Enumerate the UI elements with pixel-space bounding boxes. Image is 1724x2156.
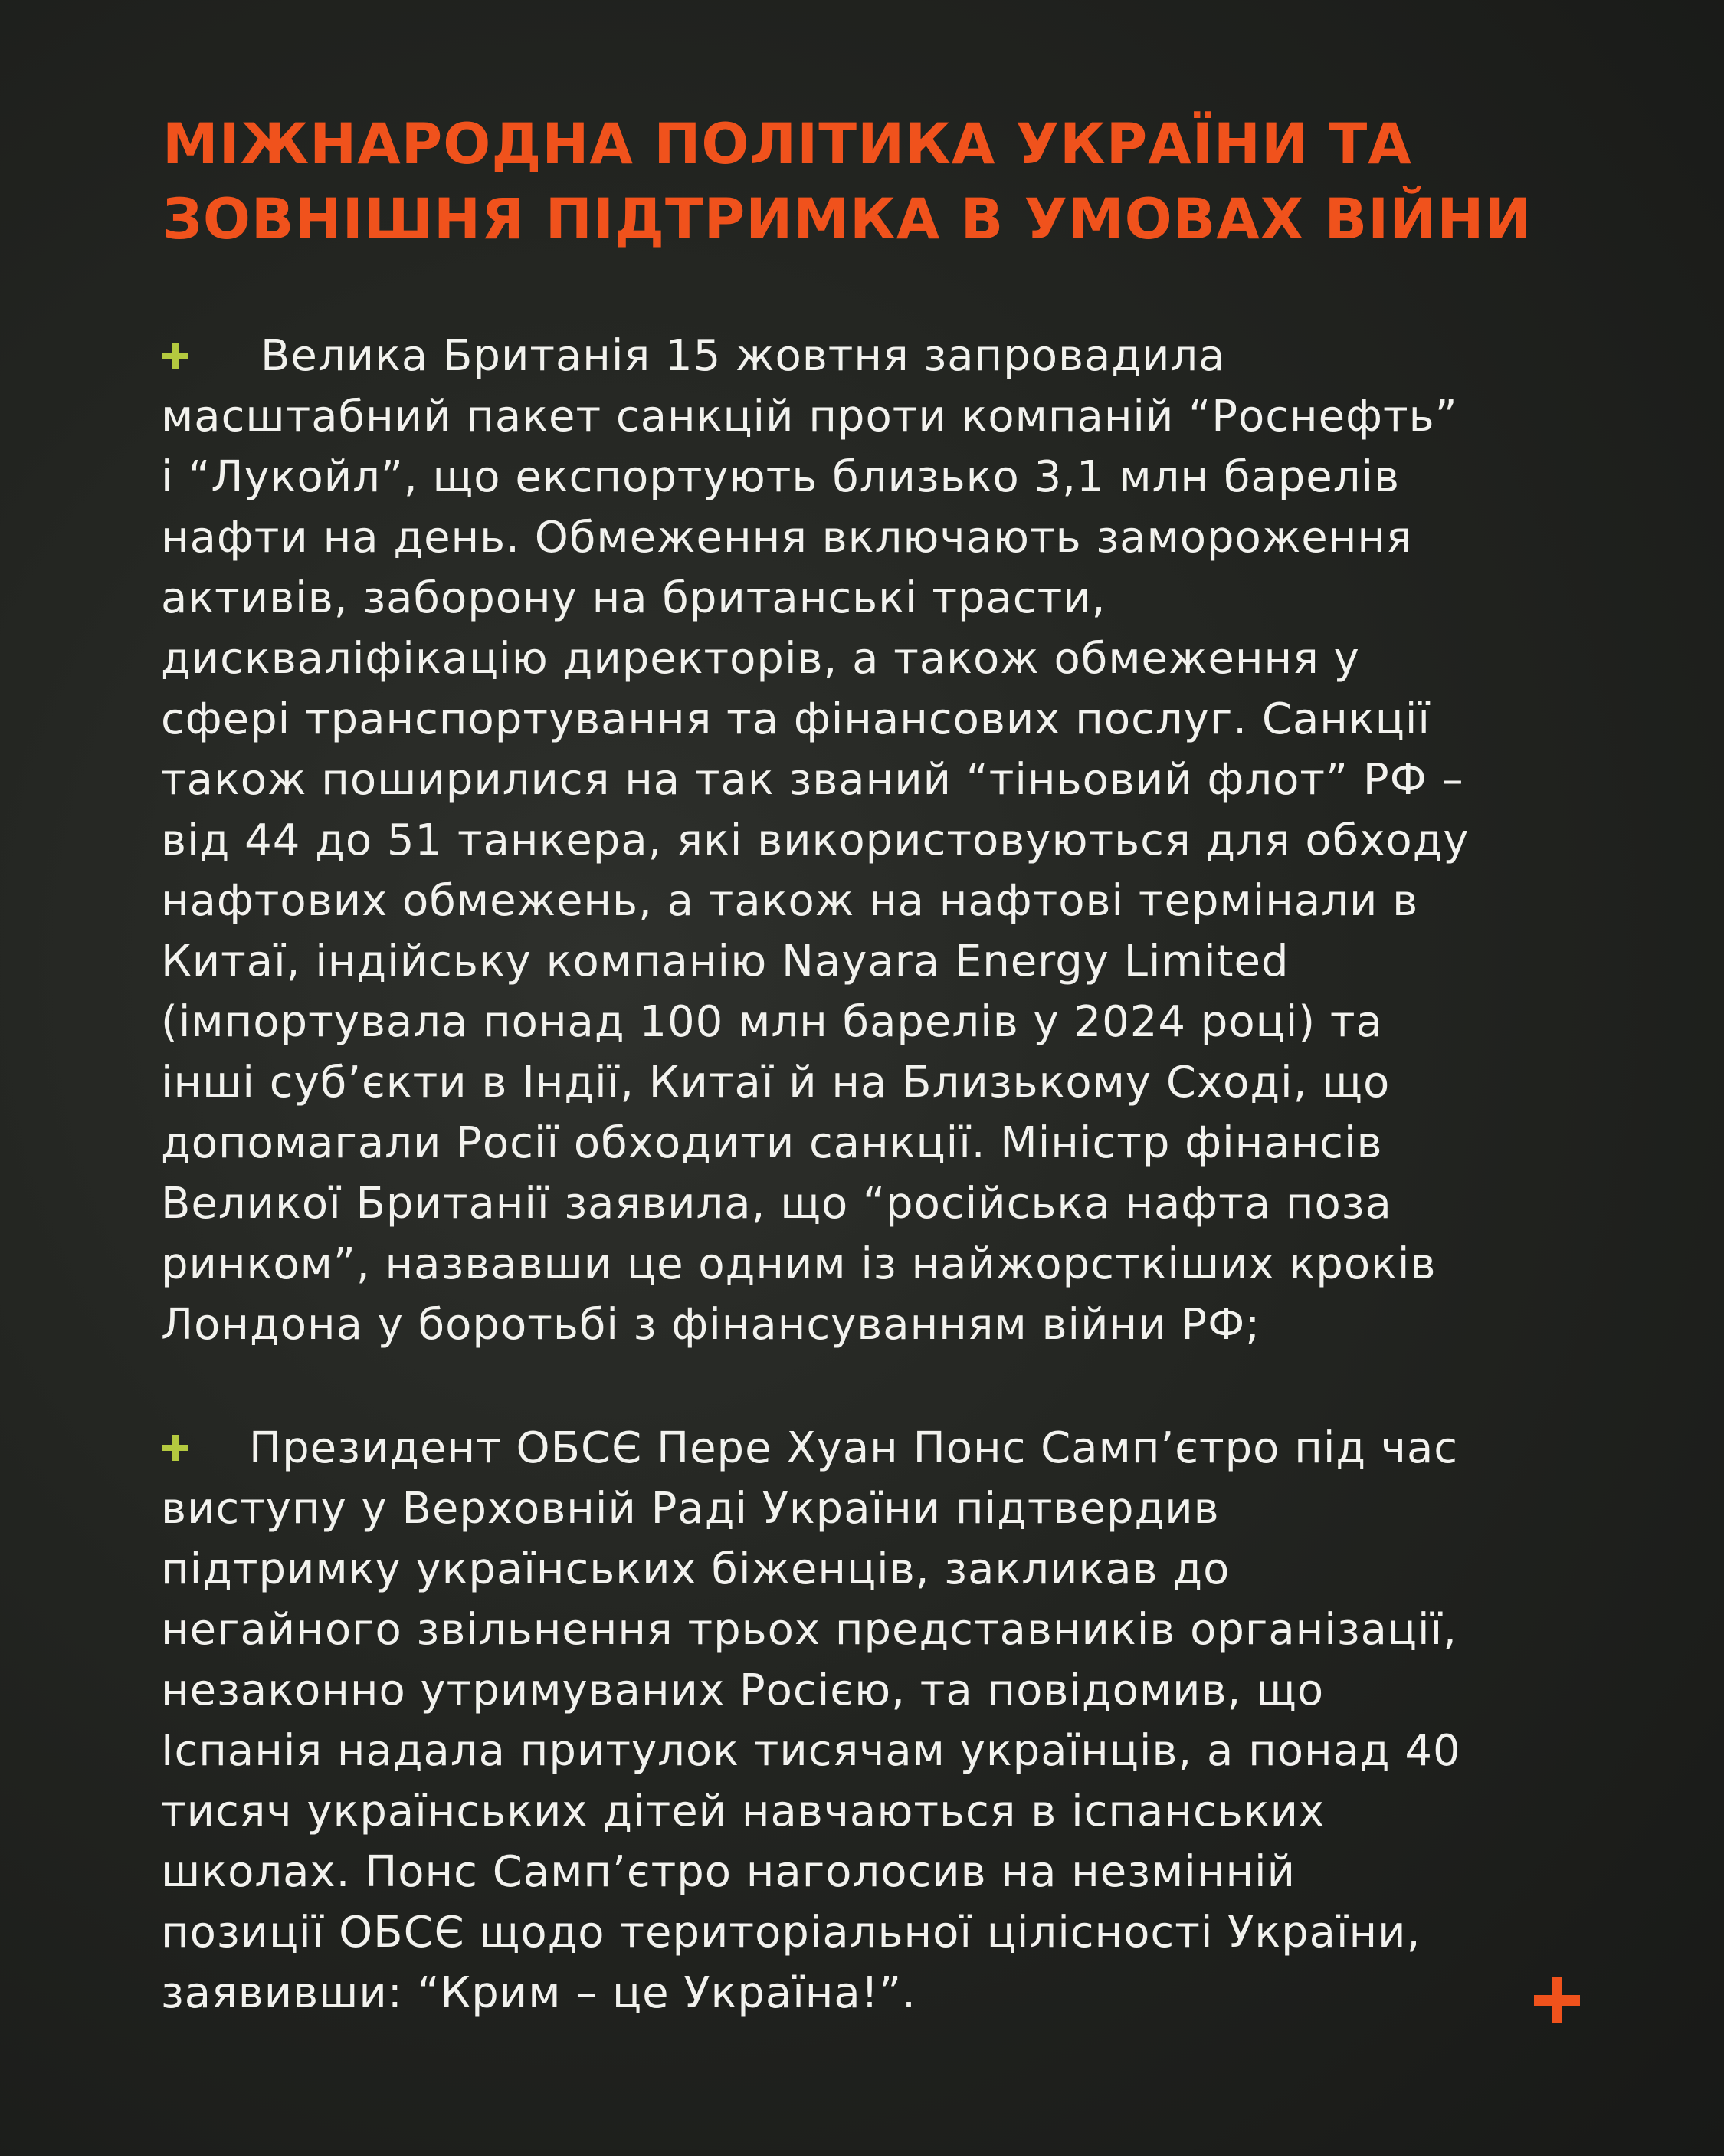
news-item-osce-president <box>161 1418 1461 2023</box>
text-line: також поширилися на так званий “тіньовий флот” РФ – <box>161 755 1464 805</box>
text-line: сфері транспортування та фінансових послуг. Санкції <box>161 694 1431 744</box>
text-line: нафти на день. Обмеження включають замороження <box>161 513 1413 563</box>
text-line: Іспанія надала притулок тисячам українців, а понад 40 <box>161 1726 1461 1776</box>
text-line: нафтових обмежень, а також на нафтові термінали в <box>161 876 1419 926</box>
news-item-uk-sanctions <box>161 326 1470 1355</box>
text-line: Лондона у боротьбі з фінансуванням війни РФ; <box>161 1300 1261 1350</box>
text-line: дискваліфікацію директорів, а також обмеження у <box>161 634 1360 684</box>
text-line: незаконно утримуваних Росією, та повідомив, що <box>161 1665 1325 1715</box>
corner-plus-icon <box>1534 1977 1580 2023</box>
text-line: ринком”, назвавши це одним із найжорсткіших кроків <box>161 1239 1437 1289</box>
text-line: активів, заборону на британські трасти, <box>161 573 1106 623</box>
text-line: Президент ОБСЄ Пере Хуан Понс Самп’єтро під час <box>249 1423 1459 1473</box>
text-line: Велика Британія 15 жовтня запровадила <box>261 331 1226 381</box>
text-line: і “Лукойл”, що експортують близько 3,1 млн барелів <box>161 452 1401 502</box>
text-line: позиції ОБСЄ щодо територіальної цілісності України, <box>161 1908 1421 1957</box>
text-line: (імпортувала понад 100 млн барелів у 2024 році) та <box>161 997 1383 1047</box>
text-line: підтримку українських біженців, закликав до <box>161 1544 1231 1594</box>
text-line: негайного звільнення трьох представників організації, <box>161 1605 1457 1655</box>
text-line: тисяч українських дітей навчаються в іспанських <box>161 1787 1326 1836</box>
text-line: від 44 до 51 танкера, які використовуються для обходу <box>161 815 1470 865</box>
page-title <box>162 107 1657 258</box>
title-line-1: МІЖНАРОДНА ПОЛІТИКА УКРАЇНИ ТА <box>162 112 1412 177</box>
text-line: масштабний пакет санкцій проти компаній “Роснефть” <box>161 392 1458 441</box>
text-line: Великої Британії заявила, що “російська нафта поза <box>161 1179 1392 1229</box>
text-line: допомагали Росії обходити санкції. Міністр фінансів <box>161 1118 1383 1168</box>
text-line: Китаї, індійську компанію Nayara Energy Limited <box>161 937 1290 986</box>
title-line-2: ЗОВНІШНЯ ПІДТРИМКА В УМОВАХ ВІЙНИ <box>162 187 1532 252</box>
text-line: інші суб’єкти в Індії, Китаї й на Близькому Сході, що <box>161 1058 1391 1108</box>
text-line: виступу у Верховній Раді України підтвердив <box>161 1484 1220 1534</box>
text-line: школах. Понс Самп’єтро наголосив на незмінній <box>161 1847 1296 1897</box>
text-line: заявивши: “Крим – це Україна!”. <box>161 1968 916 2018</box>
